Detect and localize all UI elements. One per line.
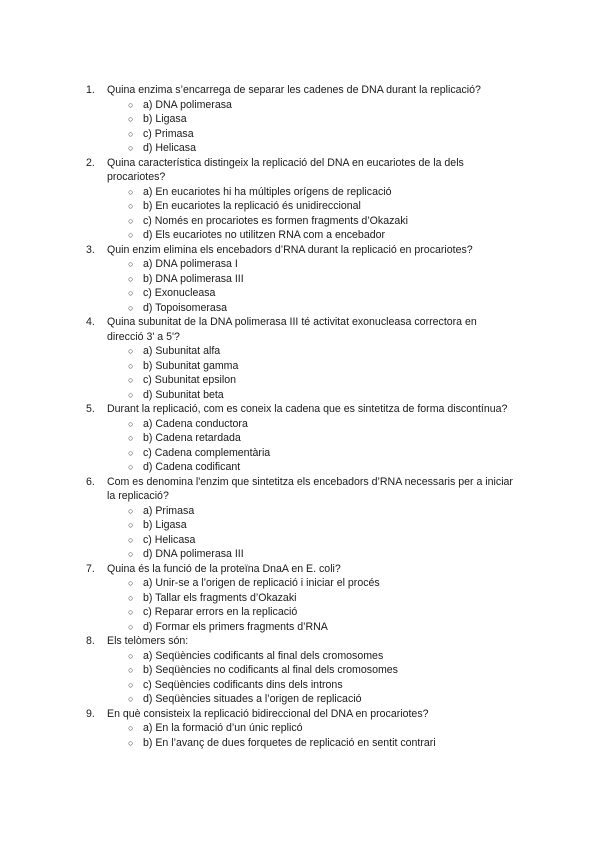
option-list [86,98,516,156]
question-header [86,83,516,98]
hollow-circle-bullet-icon: ○ [128,694,134,704]
question-number: 7. [86,562,95,575]
option-text: d) Helicasa [143,142,196,154]
hollow-circle-bullet-icon: ○ [128,621,134,632]
question-number: 2. [86,156,95,169]
question-7 [86,562,516,635]
hollow-circle-bullet-icon: ○ [128,607,134,617]
option-list [86,649,516,707]
answer-option [86,736,516,751]
answer-option [86,301,516,316]
answer-option [86,533,516,548]
question-number: 5. [86,403,95,415]
question-header [86,707,516,722]
hollow-circle-bullet-icon: ○ [128,665,134,675]
option-list [86,721,516,750]
option-text: a) En eucariotes hi ha múltiples orígens de replicació [143,185,392,198]
option-text: b) En eucariotes la replicació és unidireccional [143,200,361,212]
answer-option [86,576,516,591]
hollow-circle-bullet-icon: ○ [128,99,134,110]
hollow-circle-bullet-icon: ○ [128,520,134,530]
option-text: a) Seqüències codificants al final dels cromosomes [143,649,384,662]
option-text: a) Cadena conductora [143,417,248,430]
hollow-circle-bullet-icon: ○ [128,737,134,748]
answer-option [86,721,516,736]
question-text: Com es denomina l'enzim que sintetitza els encebadors d’RNA necessaris per a iniciar la replicació? [107,475,513,502]
hollow-circle-bullet-icon: ○ [128,462,134,472]
option-list [86,257,516,315]
hollow-circle-bullet-icon: ○ [128,592,134,603]
question-header [86,402,516,417]
answer-option [86,678,516,693]
hollow-circle-bullet-icon: ○ [128,346,134,356]
answer-option [86,98,516,113]
option-text: d) Subunitat beta [143,388,224,401]
answer-option [86,446,516,461]
question-number: 4. [86,316,95,328]
answer-option [86,460,516,475]
hollow-circle-bullet-icon: ○ [128,534,134,545]
question-number: 6. [86,475,95,488]
question-text: Els telòmers són: [107,635,189,647]
option-text: c) Cadena complementària [143,446,271,459]
question-number: 9. [86,707,95,720]
question-text: Quin enzim elimina els encebadors d’RNA durant la replicació en procariotes? [107,243,473,256]
answer-option [86,649,516,664]
option-text: a) DNA polimerasa [143,98,232,111]
option-text: c) Exonucleasa [143,287,216,299]
answer-option [86,185,516,200]
question-1 [86,83,516,156]
answer-option [86,112,516,127]
option-text: c) Només en procariotes es formen fragments d’Okazaki [143,214,408,227]
hollow-circle-bullet-icon: ○ [128,549,134,559]
question-header [86,315,516,344]
question-6 [86,475,516,562]
question-text: Quina és la funció de la proteïna DnaA en E. coli? [107,562,341,575]
question-number: 8. [86,635,95,647]
hollow-circle-bullet-icon: ○ [128,114,134,124]
option-text: c) Subunitat epsilon [143,374,237,386]
answer-option [86,127,516,142]
question-text: Quina subunitat de la DNA polimerasa III té activitat exonucleasa correctora en direcció 3' a 5'? [107,316,477,343]
question-text: En què consisteix la replicació bidireccional del DNA en procariotes? [107,707,429,720]
answer-option [86,663,516,678]
answer-option [86,388,516,403]
answer-option [86,620,516,635]
hollow-circle-bullet-icon: ○ [128,723,134,733]
option-text: a) En la formació d’un únic replicó [143,722,303,734]
option-text: d) Seqüències situades a l’origen de replicació [143,693,362,705]
answer-option [86,214,516,229]
option-text: b) En l’avanç de dues forquetes de replicació en sentit contrari [143,736,436,749]
answer-option [86,228,516,243]
option-text: c) Helicasa [143,533,196,546]
option-text: d) Topoisomerasa [143,301,228,314]
option-text: b) Seqüències no codificants al final dels cromosomes [143,664,398,676]
hollow-circle-bullet-icon: ○ [128,201,134,211]
question-number: 1. [86,84,95,96]
question-list [86,83,516,750]
option-text: b) Subunitat gamma [143,359,239,372]
hollow-circle-bullet-icon: ○ [128,505,134,516]
answer-option [86,692,516,707]
answer-option [86,417,516,432]
hollow-circle-bullet-icon: ○ [128,128,134,139]
answer-option [86,591,516,606]
hollow-circle-bullet-icon: ○ [128,215,134,226]
hollow-circle-bullet-icon: ○ [128,418,134,429]
answer-option [86,547,516,562]
option-text: d) Cadena codificant [143,461,241,473]
answer-option [86,504,516,519]
hollow-circle-bullet-icon: ○ [128,433,134,443]
option-text: a) DNA polimerasa I [143,258,238,270]
answer-option [86,272,516,287]
question-header [86,243,516,258]
hollow-circle-bullet-icon: ○ [128,650,134,661]
hollow-circle-bullet-icon: ○ [128,273,134,284]
option-list [86,185,516,243]
answer-option [86,141,516,156]
answer-option [86,286,516,301]
option-text: b) DNA polimerasa III [143,272,244,285]
answer-option [86,518,516,533]
answer-option [86,431,516,446]
question-text: Quina enzima s’encarrega de separar les cadenes de DNA durant la replicació? [107,84,481,96]
option-text: d) Formar els primers fragments d’RNA [143,620,328,633]
option-text: b) Ligasa [143,519,187,531]
hollow-circle-bullet-icon: ○ [128,679,134,690]
hollow-circle-bullet-icon: ○ [128,375,134,385]
option-text: d) DNA polimerasa III [143,548,244,560]
question-header [86,156,516,185]
answer-option [86,359,516,374]
hollow-circle-bullet-icon: ○ [128,302,134,313]
answer-option [86,373,516,388]
option-list [86,504,516,562]
option-text: b) Tallar els fragments d’Okazaki [143,591,297,604]
hollow-circle-bullet-icon: ○ [128,360,134,371]
option-text: c) Seqüències codificants dins dels introns [143,678,343,691]
option-text: c) Reparar errors en la replicació [143,606,298,618]
hollow-circle-bullet-icon: ○ [128,186,134,197]
hollow-circle-bullet-icon: ○ [128,288,134,298]
hollow-circle-bullet-icon: ○ [128,259,134,269]
option-text: b) Cadena retardada [143,432,241,444]
question-text: Quina característica distingeix la replicació del DNA en eucariotes de la dels procariotes? [107,156,464,183]
option-text: d) Els eucariotes no utilitzen RNA com a encebador [143,229,386,241]
answer-option [86,344,516,359]
hollow-circle-bullet-icon: ○ [128,389,134,400]
question-5 [86,402,516,475]
answer-option [86,199,516,214]
hollow-circle-bullet-icon: ○ [128,447,134,458]
option-text: c) Primasa [143,127,194,140]
option-list [86,344,516,402]
option-list [86,576,516,634]
option-text: a) Primasa [143,504,195,517]
answer-option [86,605,516,620]
hollow-circle-bullet-icon: ○ [128,230,134,240]
question-header [86,475,516,504]
question-header [86,634,516,649]
option-text: a) Subunitat alfa [143,345,221,357]
question-3 [86,243,516,316]
question-number: 3. [86,243,95,256]
hollow-circle-bullet-icon: ○ [128,143,134,153]
option-list [86,417,516,475]
question-9 [86,707,516,751]
option-text: a) Unir-se a l’origen de replicació i iniciar el procés [143,577,380,589]
option-text: b) Ligasa [143,113,187,125]
question-8 [86,634,516,707]
hollow-circle-bullet-icon: ○ [128,578,134,588]
question-2 [86,156,516,243]
answer-option [86,257,516,272]
question-header [86,562,516,577]
question-text: Durant la replicació, com es coneix la cadena que es sintetitza de forma discontínua? [107,403,508,415]
question-4 [86,315,516,402]
